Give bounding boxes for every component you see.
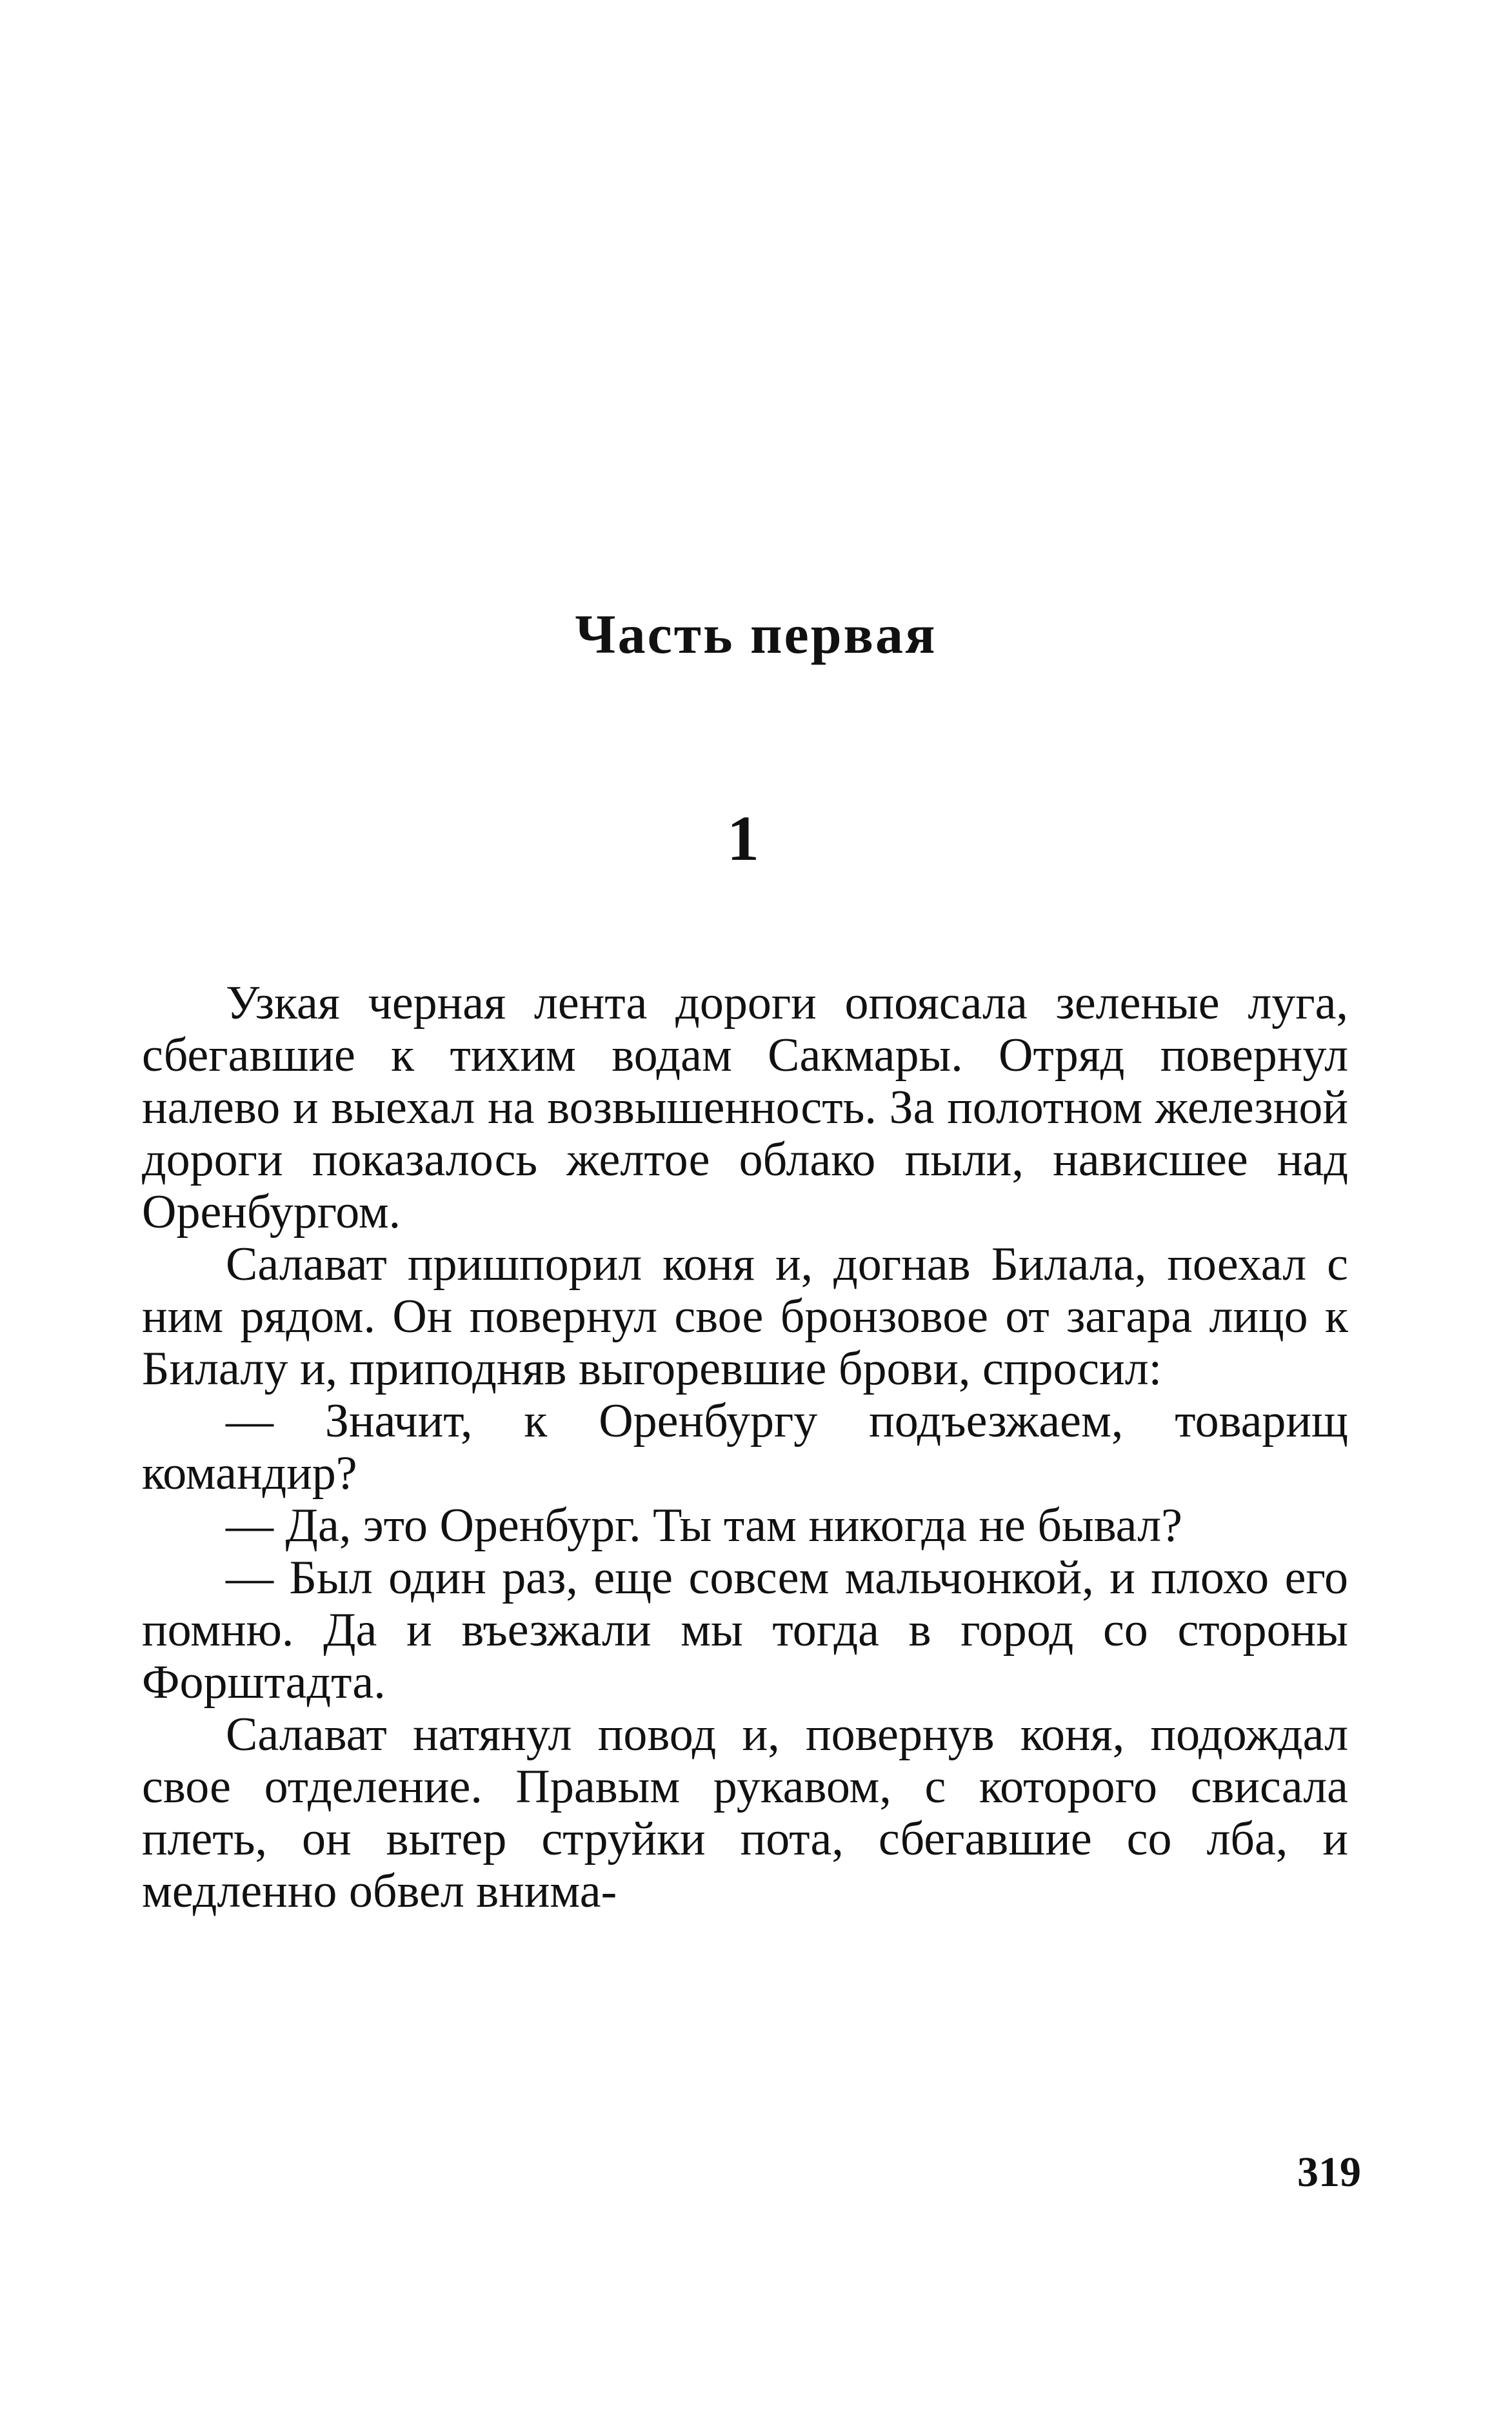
paragraph: Узкая черная лента дороги опоясала зеленые луга, сбегавшие к тихим водам Сакмары. Отряд повернул налево и выехал на возвышенность. За полотном железной дороги показалось желтое облако пыли, нависшее над Оренбургом. [142, 977, 1348, 1238]
part-title: Часть первая [575, 603, 937, 665]
paragraph: Салават пришпорил коня и, догнав Билала, поехал с ним рядом. Он повернул свое бронзовое от загара лицо к Билалу и, приподняв выгоревшие брови, спросил: [142, 1238, 1348, 1395]
paragraph: — Был один раз, еще совсем мальчонкой, и плохо его помню. Да и въезжали мы тогда в город со стороны Форштадта. [142, 1551, 1348, 1709]
page-number: 319 [1297, 2149, 1361, 2196]
body-text [142, 977, 1348, 1918]
paragraph: — Да, это Оренбург. Ты там никогда не бывал? [226, 1499, 1182, 1552]
paragraph: — Значит, к Оренбургу подъезжаем, товарищ командир? [142, 1395, 1348, 1500]
chapter-number: 1 [727, 802, 759, 874]
paragraph: Салават натянул повод и, повернув коня, подождал свое отделение. Правым рукавом, с которого свисала плеть, он вытер струйки пота, сбегавшие со лба, и медленно обвел внима- [142, 1708, 1348, 1918]
